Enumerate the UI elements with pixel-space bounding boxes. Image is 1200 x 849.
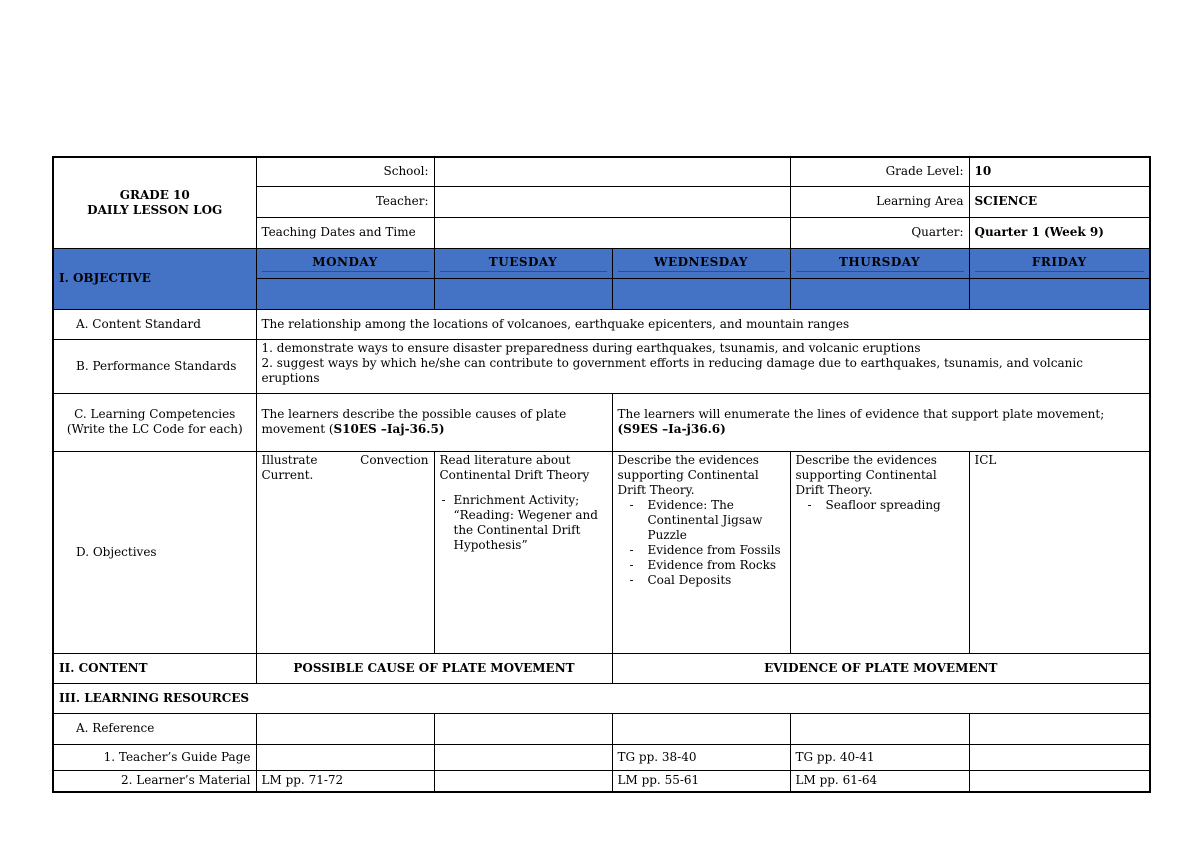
learners-material-label: 2. Learner’s Material <box>53 770 256 792</box>
objective-wednesday: Describe the evidences supporting Continental Drift Theory. - Evidence: The Continental Jigsaw Puzzle - Evidence from Fossils - Evidence from Rocks - Coal Deposits <box>612 451 790 653</box>
reference-tuesday[interactable] <box>434 713 612 744</box>
list-item: - Evidence from Fossils <box>618 543 785 558</box>
school-label: School: <box>256 157 434 186</box>
day-thursday: THURSDAY <box>790 248 969 278</box>
objective-friday: ICL <box>969 451 1150 653</box>
objective-tuesday: Read literature about Continental Drift Theory - Enrichment Activity; “Reading: Wegener and the Continental Drift Hypothesis” <box>434 451 612 653</box>
reference-thursday[interactable] <box>790 713 969 744</box>
reference-monday[interactable] <box>256 713 434 744</box>
quarter-value[interactable]: Quarter 1 (Week 9) <box>969 217 1150 248</box>
dll-title <box>53 157 256 248</box>
day-wednesday: WEDNESDAY <box>612 248 790 278</box>
day-tuesday-blank <box>434 278 612 309</box>
day-friday: FRIDAY <box>969 248 1150 278</box>
tg-tuesday[interactable] <box>434 744 612 770</box>
lm-tuesday[interactable] <box>434 770 612 792</box>
learning-competency-right: The learners will enumerate the lines of evidence that support plate movement; (S9ES –Ia-j36.6) <box>612 393 1150 451</box>
learning-competency-left: The learners describe the possible causes of plate movement (S10ES –Iaj-36.5) <box>256 393 612 451</box>
performance-standards-text <box>256 339 1150 393</box>
school-value[interactable] <box>434 157 790 186</box>
list-item: - Evidence from Rocks <box>618 558 785 573</box>
learning-area-value[interactable]: SCIENCE <box>969 186 1150 217</box>
grade-level-value[interactable]: 10 <box>969 157 1150 186</box>
list-item: - Coal Deposits <box>618 573 785 588</box>
reference-label: A. Reference <box>53 713 256 744</box>
lm-monday[interactable]: LM pp. 71-72 <box>256 770 434 792</box>
tg-monday[interactable] <box>256 744 434 770</box>
quarter-label: Quarter: <box>790 217 969 248</box>
day-monday-blank <box>256 278 434 309</box>
lm-friday[interactable] <box>969 770 1150 792</box>
day-thursday-blank <box>790 278 969 309</box>
dll-title-line2: DAILY LESSON LOG <box>87 202 223 217</box>
reference-wednesday[interactable] <box>612 713 790 744</box>
lc-code-left: S10ES –Iaj-36.5 <box>333 422 439 436</box>
performance-standards-label: B. Performance Standards <box>53 339 256 393</box>
dates-value[interactable] <box>434 217 790 248</box>
teacher-value[interactable] <box>434 186 790 217</box>
tg-wednesday[interactable]: TG pp. 38-40 <box>612 744 790 770</box>
tg-friday[interactable] <box>969 744 1150 770</box>
teachers-guide-label: 1. Teacher’s Guide Page <box>53 744 256 770</box>
learning-resources-label: III. LEARNING RESOURCES <box>53 683 1150 713</box>
enrichment-activity: - Enrichment Activity; “Reading: Wegener and the Continental Drift Hypothesis” <box>440 493 607 553</box>
lm-wednesday[interactable]: LM pp. 55-61 <box>612 770 790 792</box>
objective-thursday: Describe the evidences supporting Continental Drift Theory. - Seafloor spreading <box>790 451 969 653</box>
learning-competencies-label: C. Learning Competencies (Write the LC Code for each) <box>53 393 256 451</box>
day-wednesday-blank <box>612 278 790 309</box>
objective-section-label: I. OBJECTIVE <box>53 248 256 309</box>
performance-standard-2: 2. suggest ways by which he/she can contribute to government efforts in reducing damage due to earthquakes, tsunamis, and volcanic eruptions <box>261 355 1083 385</box>
dll-title-line1: GRADE 10 <box>119 187 190 202</box>
daily-lesson-log-table <box>52 156 1151 793</box>
content-standard-text: The relationship among the locations of volcanoes, earthquake epicenters, and mountain ranges <box>256 309 1150 339</box>
reference-friday[interactable] <box>969 713 1150 744</box>
objective-monday: Illustrate Convection Current. <box>256 451 434 653</box>
lc-code-right: (S9ES –Ia-j36.6) <box>617 422 726 436</box>
performance-standard-1: 1. demonstrate ways to ensure disaster preparedness during earthquakes, tsunamis, and volcanic eruptions <box>261 340 921 355</box>
day-monday: MONDAY <box>256 248 434 278</box>
objectives-label: D. Objectives <box>53 451 256 653</box>
content-left: POSSIBLE CAUSE OF PLATE MOVEMENT <box>256 653 612 683</box>
list-item: - Evidence: The Continental Jigsaw Puzzle <box>618 498 785 543</box>
list-item: - Seafloor spreading <box>796 498 964 513</box>
dates-label: Teaching Dates and Time <box>256 217 434 248</box>
day-friday-blank <box>969 278 1150 309</box>
content-standard-label: A. Content Standard <box>53 309 256 339</box>
content-label: II. CONTENT <box>53 653 256 683</box>
lm-thursday[interactable]: LM pp. 61-64 <box>790 770 969 792</box>
content-right: EVIDENCE OF PLATE MOVEMENT <box>612 653 1150 683</box>
teacher-label: Teacher: <box>256 186 434 217</box>
day-tuesday: TUESDAY <box>434 248 612 278</box>
tg-thursday[interactable]: TG pp. 40-41 <box>790 744 969 770</box>
grade-level-label: Grade Level: <box>790 157 969 186</box>
learning-area-label: Learning Area <box>790 186 969 217</box>
